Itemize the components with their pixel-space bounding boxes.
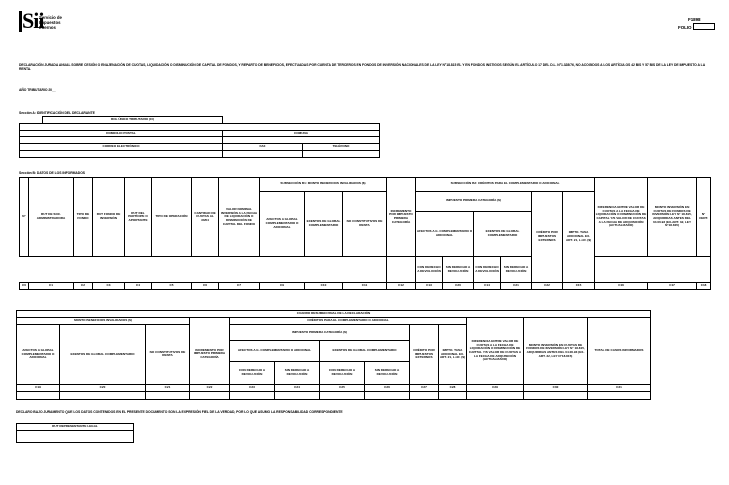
- summary-value-field[interactable]: [588, 391, 651, 399]
- summary-afectos-header: AFECTOS A GLOBAL COMPLEMENTARIO O ADICIONAL: [17, 324, 60, 384]
- code-cell: C20: [443, 283, 474, 290]
- summary-value-field[interactable]: [190, 391, 230, 399]
- telefono-field[interactable]: [303, 151, 380, 158]
- col-header: DIFERENCIA ENTRE VALOR DE CUOTAS A LA FECHA DE LIQUIDACIÓN O DISMINUCIÓN DE CAPITAL Y/S VALOR DE CUOTAS A LA FECHA DE ADQUISICIÓN (ACTUALIZADO): [595, 178, 648, 257]
- summary-code: C31: [588, 384, 651, 391]
- summary-exentos-header: EXENTOS DE GLOBAL COMPLEMENTARIO: [60, 324, 146, 384]
- col-header: RUT FONDO DE INVERSIÓN: [93, 178, 125, 257]
- col-header: N°: [20, 178, 29, 257]
- code-cell: C18: [697, 283, 711, 290]
- section-a-table: [19, 116, 380, 158]
- summary-value-field[interactable]: [60, 391, 146, 399]
- summary-afectos-g-header: AFECTOS A G. COMPLEMENTARIO O ADICIONAL: [230, 341, 320, 362]
- correo-label: CORREO ELECTRÓNICO: [20, 144, 223, 151]
- summary-monto-header: MONTO BENEFICIOS INVALIDADOS ($): [17, 317, 190, 324]
- col-header: RUT DEL PARTÍCIPE O APORTANTE: [125, 178, 152, 257]
- code-cell: C5: [152, 283, 192, 290]
- col-header: EXENTOS DE GLOBAL COMPLEMENTARIO: [305, 191, 343, 257]
- summary-code: C20: [60, 384, 146, 391]
- summary-value-field[interactable]: [275, 391, 320, 399]
- fax-label: FAX: [223, 144, 303, 151]
- col-header: MONTO INVERSIÓN EN CUOTAS DE FONDOS DE INVERSIÓN LEY N° 18.815, ADQUIRIDAS ANTES DEL 04.06.93 (EX-ART. 32, LEY N°18.815): [648, 178, 697, 257]
- summary-diferencia-header: DIFERENCIA ENTRE VALOR DE CUOTAS A LA FECHA DE LIQUIDACIÓN O DISMINUCIÓN DE CAPITAL Y/S VALOR DE CUOTAS A LA FECHA DE ADQUISICIÓN (ACTUALIZADO): [467, 317, 524, 384]
- rut-rep-field[interactable]: [17, 431, 134, 443]
- comuna-field[interactable]: [223, 137, 380, 144]
- section-a-title: Sección A: IDENTIFICACIÓN DEL DECLARANTE: [19, 111, 95, 115]
- summary-incremento-header: INCREMENTO POR IMPUESTO PRIMERA CATEGORÍA: [190, 324, 230, 384]
- sin-derecho-header: SIN DERECHO A DEVOLUCIÓN: [501, 257, 532, 283]
- sii-logo: [19, 10, 77, 34]
- code-cell: C9: [260, 283, 305, 290]
- code-cell: C15: [563, 283, 595, 290]
- summary-total-header: TOTAL DE CASOS INFORMADOS: [588, 317, 651, 384]
- sin-derecho-header: SIN DERECHO A DEVOLUCIÓN: [443, 257, 474, 283]
- code-cell: C0: [20, 283, 29, 290]
- summary-sin-header: SIN DERECHO A DEVOLUCIÓN: [365, 361, 410, 384]
- summary-creditos-header: CRÉDITOS PARA EL COMPLEMENTARIO O ADICIONAL: [230, 317, 467, 324]
- summary-value-field[interactable]: [439, 391, 467, 399]
- col-header: RUT DE SOC. ADMINISTRADORA: [29, 178, 74, 257]
- tax-year: AÑO TRIBUTARIO 20__: [19, 88, 56, 92]
- domicilio-label: DOMICILIO POSTAL: [20, 130, 223, 137]
- code-cell: C12: [387, 283, 416, 290]
- summary-value-field[interactable]: [17, 391, 60, 399]
- summary-code: C23: [230, 384, 275, 391]
- code-cell: C10: [305, 283, 343, 290]
- rut-representante-table: [16, 423, 134, 443]
- code-cell: C3: [93, 283, 125, 290]
- summary-sin-header: SIN DERECHO A DEVOLUCIÓN: [275, 361, 320, 384]
- summary-con-header: CON DERECHO A DEVOLUCIÓN: [320, 361, 365, 384]
- summary-code: C25: [320, 384, 365, 391]
- summary-code: C28: [439, 384, 467, 391]
- summary-value-field[interactable]: [146, 391, 190, 399]
- code-cell: C13: [416, 283, 443, 290]
- sii-logo-text: Sii: [22, 8, 44, 33]
- rut-label: ROL ÚNICO TRIBUTARIO (Cl): [43, 117, 223, 124]
- summary-title: CUADRO RESUMEN FINAL DE LA DECLARACIÓN: [17, 311, 651, 318]
- code-cell: C14: [474, 283, 501, 290]
- code-cell: C7: [219, 283, 260, 290]
- summary-value-field[interactable]: [365, 391, 410, 399]
- con-derecho-header: CON DERECHO A DEVOLUCIÓN: [474, 257, 501, 283]
- code-cell: C17: [648, 283, 697, 290]
- col-header: TIPO DE FONDO: [74, 178, 93, 257]
- subsection-b1-title: SUBSECCIÓN B1: MONTO BENEFICIOS INVALIDADOS ($): [260, 178, 387, 192]
- section-b-table: [19, 177, 711, 290]
- summary-tasa-header: IMPTO. TASA ADICIONAL EX. ART. 21, L.I.R. ($): [439, 324, 467, 384]
- summary-code: C30: [524, 384, 588, 391]
- summary-value-field[interactable]: [410, 391, 439, 399]
- code-cell: C1: [29, 283, 74, 290]
- summary-value-field[interactable]: [230, 391, 275, 399]
- summary-ipc-header: IMPUESTO PRIMERA CATEGORÍA ($): [230, 324, 410, 340]
- domicilio-field[interactable]: [20, 137, 223, 144]
- exentos-header: EXENTOS DE GLOBAL COMPLEMENTARIO: [474, 211, 532, 256]
- subsection-b2-title: SUBSECCIÓN B2: CRÉDITOS PARA EL COMPLEMENTARIO O ADICIONAL: [416, 178, 595, 192]
- summary-con-header: CON DERECHO A DEVOLUCIÓN: [230, 361, 275, 384]
- code-cell: C22: [532, 283, 563, 290]
- col-header: CRÉDITO POR IMPUESTOS EXTERNOS: [532, 191, 563, 283]
- telefono-label: TELÉFONO: [303, 144, 380, 151]
- summary-code: C29: [467, 384, 524, 391]
- col-header: INCREMENTO POR IMPUESTO PRIMERA CATEGORÍA: [387, 178, 416, 257]
- fax-field[interactable]: [223, 151, 303, 158]
- code-cell: C11: [343, 283, 387, 290]
- summary-noconst-header: NO CONSTITUTIVOS DE RENTA: [146, 324, 190, 384]
- correo-field[interactable]: [20, 151, 223, 158]
- col-header: TIPO DE OPERACIÓN: [152, 178, 192, 257]
- summary-monto-inv-header: MONTO INVERSIÓN EN CUOTAS DE FONDOS DE INVERSIÓN LEY N° 18.815, ADQUIRIDAS ANTES DEL 04.06.93 (EX-ART. 32, LEY N°18.815): [524, 317, 588, 384]
- summary-code: C26: [365, 384, 410, 391]
- form-code: F1898: [688, 17, 701, 22]
- section-b-title: Sección B: DATOS DE LOS INFORMADOS: [19, 171, 85, 175]
- rut-rep-label: RUT REPRESENTANTE LEGAL: [17, 424, 134, 431]
- summary-exentos-g-header: EXENTOS DE GLOBAL COMPLEMENTARIO: [320, 341, 410, 362]
- folio-label: FOLIO: [678, 25, 692, 30]
- form-title: DECLARACIÓN JURADA ANUAL SOBRE CESIÓN O ENAJENACIÓN DE CUOTAS, LIQUIDACIÓN O DISMINUCIÓN DE CAPITAL DE FONDOS, Y REPARTO DE BENEFICIOS, EFECTUADAS POR CUENTA DE TERCEROS EN FONDOS DE INVERSIÓN NACIONALES DE LA LEY N°18.815 EL Y EN FONDOS INSTIGOS SEGÚN EL ARTÍCULO 17 DEL D.L. N°1.328/76, NO ACOGIDOS A LOS ARTÍCULOS 42 BIS Y 57 BIS DE LA LEY DE IMPUESTO A LA RENTA.: [19, 63, 705, 71]
- rut-field[interactable]: [20, 123, 380, 130]
- folio-field[interactable]: [693, 23, 715, 30]
- col-header: IMPTO. TASA ADICIONAL EX. ART. 21, L.I.R. ($): [563, 191, 595, 283]
- declaration-text: DECLARO BAJO JURAMENTO QUE LOS DATOS CONTENIDOS EN EL PRESENTE DOCUMENTO SON LA EXPRESIÓN FIEL DE LA VERDAD, POR LO QUE ASUMO LA RESPONSABILIDAD CORRESPONDIENTE: [16, 410, 343, 414]
- summary-code: C24: [275, 384, 320, 391]
- summary-code: C22: [190, 384, 230, 391]
- ipc-header: IMPUESTO PRIMERA CATEGORÍA ($): [416, 191, 532, 211]
- col-header: AFECTOS A GLOBAL COMPLEMENTARIO O ADICIONAL: [260, 191, 305, 257]
- code-cell: C4: [125, 283, 152, 290]
- summary-code: C19: [17, 384, 60, 391]
- col-header: VALOR NOMINAL INVERSIÓN A LA FECHA DE LIQUIDACIÓN O DISMINUCIÓN DE CAPITAL DEL FONDO: [219, 178, 260, 257]
- summary-value-field[interactable]: [320, 391, 365, 399]
- afectos-header: AFECTOS A G. COMPLEMENTARIO O ADICIONAL: [416, 211, 474, 256]
- col-header: CANTIDAD DE CUOTAS AL 30/04: [192, 178, 219, 257]
- comuna-label: COMUNA: [223, 130, 380, 137]
- con-derecho-header: CON DERECHO A DEVOLUCIÓN: [416, 257, 443, 283]
- summary-table: [16, 310, 651, 400]
- summary-credito-ext-header: CRÉDITO POR IMPUESTOS EXTERNOS: [410, 324, 439, 384]
- summary-code: C21: [146, 384, 190, 391]
- sii-org-name: Servicio de Impuestos Internos: [39, 15, 62, 30]
- col-header: N° CERT.: [697, 178, 711, 257]
- col-header: NO CONSTITUTIVOS DE RENTA: [343, 191, 387, 257]
- code-cell: C16: [595, 283, 648, 290]
- summary-value-field[interactable]: [524, 391, 588, 399]
- summary-code: C27: [410, 384, 439, 391]
- code-cell: C21: [501, 283, 532, 290]
- code-cell: C6: [192, 283, 219, 290]
- summary-value-field[interactable]: [467, 391, 524, 399]
- code-cell: C2: [74, 283, 93, 290]
